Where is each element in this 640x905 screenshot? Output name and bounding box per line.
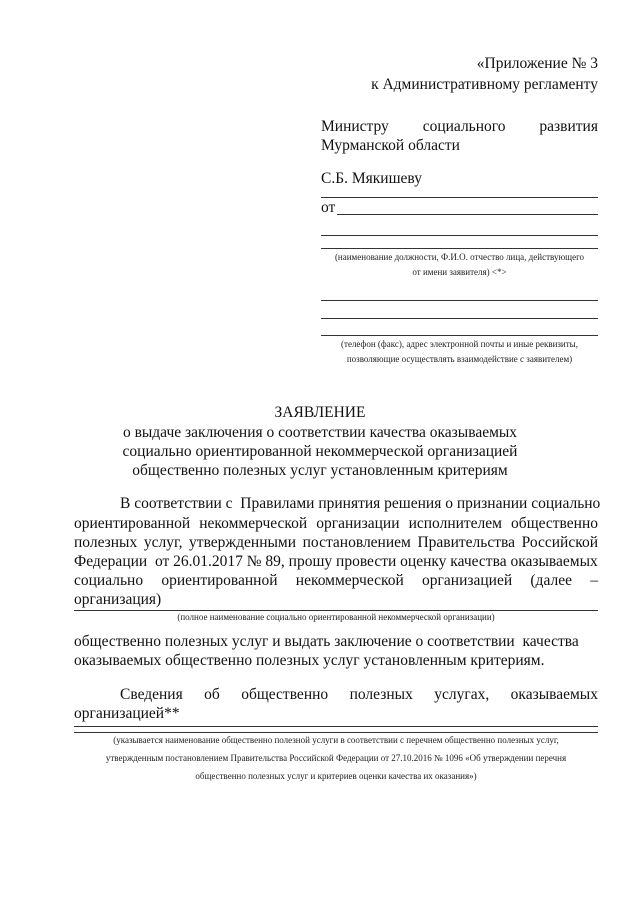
body-word: полезных: [349, 686, 413, 703]
caption-applicant-1: (наименование должности, Ф.И.О. отчество лица, действующего: [334, 252, 585, 262]
service-field-line-1[interactable]: [74, 726, 598, 727]
from-label: от: [321, 199, 336, 216]
body-p2-line2: оказываемых общественно полезных услуг установленным критериям.: [74, 652, 545, 669]
body-word: –: [590, 572, 598, 589]
body-p3-line1: [120, 684, 598, 705]
caption-applicant-2: от имени заявителя) <*>: [412, 267, 507, 277]
addressee-word: развития: [539, 118, 598, 135]
regulation-reference: к Административному регламенту: [371, 76, 598, 93]
caption-service-2: утвержденным постановлением Правительства Российской Федерации от 27.10.2016 № 1096 «Об утверждении перечня: [105, 753, 567, 763]
addressee-word: социального: [422, 118, 506, 135]
caption-service-3: общественно полезных услуг и критериев оценки качества их оказания»): [195, 771, 477, 781]
caption-service-1: (указывается наименование общественно полезной услуги в соответствии с перечнем общественно полезных услуг,: [113, 735, 559, 745]
addressee-region: Мурманской области: [321, 137, 460, 154]
title-line-2: социально ориентированной некоммерческой организацией: [122, 443, 518, 460]
title-line-1: о выдаче заключения о соответствии качества оказываемых: [122, 424, 518, 441]
body-p1-line4: Федерации от 26.01.2017 № 89, прошу провести оценку качества оказываемых: [74, 553, 598, 570]
body-word: общественно: [241, 686, 329, 703]
body-p3-line2: организацией**: [74, 705, 180, 722]
body-word: (далее: [530, 572, 572, 589]
from-field-line[interactable]: [337, 214, 598, 215]
body-p1-line5: [74, 570, 598, 591]
addressee-line1: [321, 116, 598, 137]
document-heading: ЗАЯВЛЕНИЕ: [274, 404, 366, 421]
addressee-word: Министру: [321, 118, 389, 135]
body-word: услугах,: [434, 686, 490, 703]
service-field-line-2[interactable]: [74, 732, 598, 733]
contacts-field-line-2[interactable]: [321, 318, 598, 319]
body-word: организацией: [422, 572, 513, 589]
addressee-name: С.Б. Мякишеву: [321, 170, 422, 187]
body-p1-line6: организация): [74, 591, 162, 608]
from-field-line-3[interactable]: [321, 248, 598, 249]
caption-contacts-1: (телефон (факс), адрес электронной почты и иные реквизиты,: [341, 339, 578, 349]
caption-org-name: (полное наименование социально ориентированной некоммерческой организации): [177, 612, 495, 622]
body-word: социально: [74, 572, 144, 589]
body-word: оказываемых: [510, 686, 598, 703]
divider: [321, 197, 598, 198]
contacts-field-line-1[interactable]: [321, 300, 598, 301]
body-word: об: [204, 686, 220, 703]
appendix-title: «Приложение № 3: [476, 55, 598, 72]
from-field-line-2[interactable]: [321, 235, 598, 236]
body-word: ориентированной: [161, 572, 278, 589]
contacts-field-line-3[interactable]: [321, 335, 598, 336]
body-p1-line1: В соответствии с Правилами принятия решения о признании социально: [120, 495, 601, 512]
body-word: Сведения: [120, 686, 183, 703]
body-word: некоммерческой: [295, 572, 404, 589]
body-p1-line2: ориентированной некоммерческой организации исполнителем общественно: [74, 515, 598, 532]
title-line-3: общественно полезных услуг установленным критериям: [132, 462, 508, 479]
body-p1-line3: полезных услуг, утвержденными постановлением Правительства Российской: [74, 534, 598, 551]
caption-contacts-2: позволяющие осуществлять взаимодействие с заявителем): [346, 354, 573, 364]
body-p2-line1: общественно полезных услуг и выдать заключение о соответствии качества: [74, 633, 579, 650]
